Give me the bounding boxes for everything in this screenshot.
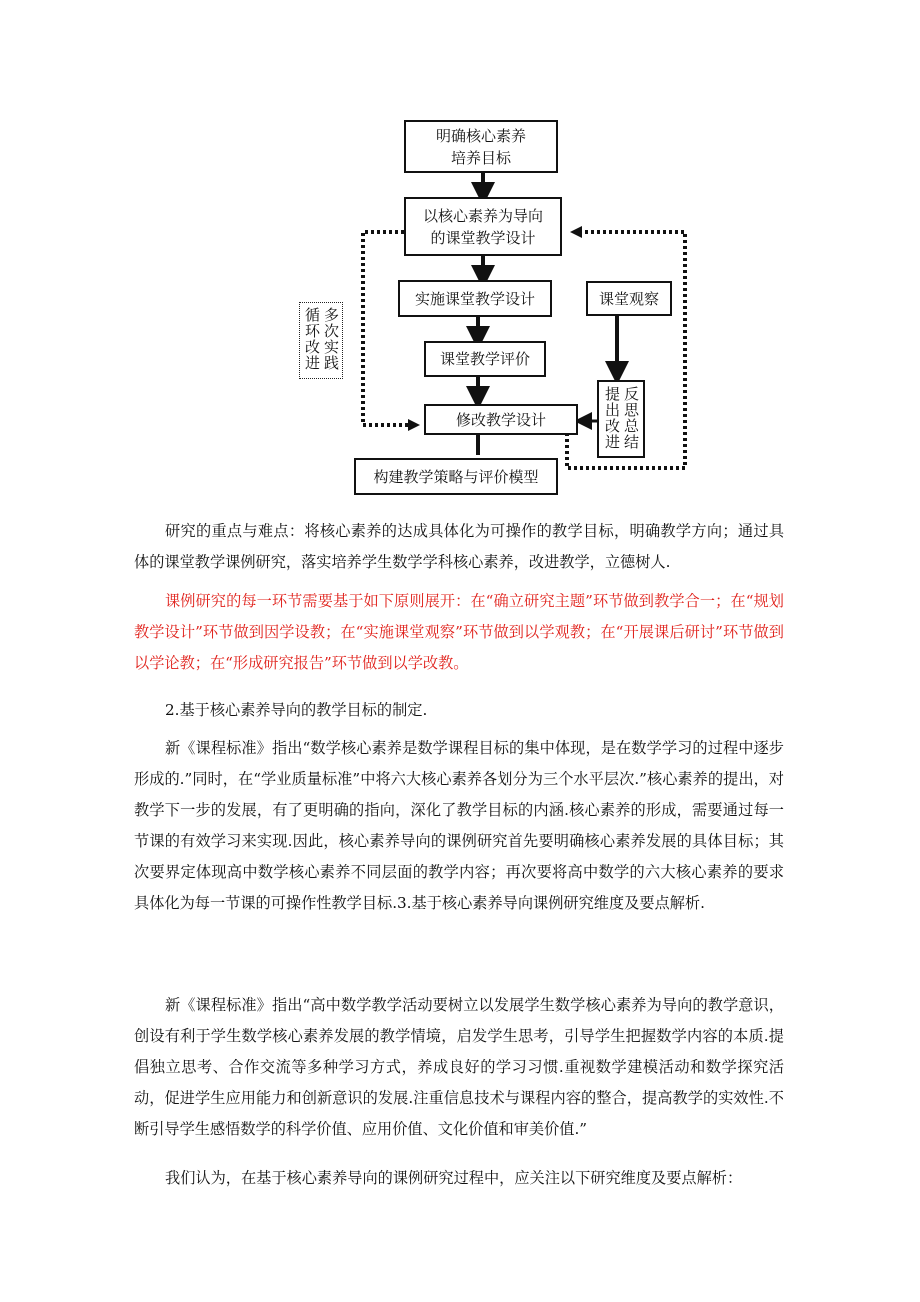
box-revise: 修改教学设计 bbox=[424, 404, 578, 435]
side-label-practice: 多次实践 bbox=[322, 307, 340, 371]
box-define-goals: 明确核心素养 培养目标 bbox=[404, 120, 558, 173]
box-observe: 课堂观察 bbox=[586, 281, 672, 316]
paragraph-focus-difficulty: 研究的重点与难点：将核心素养的达成具体化为可操作的教学目标，明确教学方向；通过具体的课堂教学课例研究，落实培养学生数学学科核心素养，改进教学，立德树人. bbox=[134, 522, 784, 571]
side-label-reflect-group bbox=[597, 380, 645, 458]
side-label-propose: 提出改进 bbox=[603, 386, 621, 450]
box-implement: 实施课堂教学设计 bbox=[398, 280, 552, 317]
dotted-loop-left bbox=[363, 232, 408, 425]
paragraph-principles: 课例研究的每一环节需要基于如下原则展开：在“确立研究主题”环节做到教学合一；在“规划教学设计”环节做到因学设教；在“实施课堂观察”环节做到以学观教；在“开展课后研讨”环节做到以学论教；在“形成研究报告”环节做到以学改教。 bbox=[134, 592, 784, 672]
paragraph-section-2-heading: 2.基于核心素养导向的教学目标的制定. bbox=[165, 701, 428, 719]
side-label-reflect: 反思总结 bbox=[622, 386, 640, 450]
paragraph-our-view: 我们认为，在基于核心素养导向的课例研究过程中，应关注以下研究维度及要点解析： bbox=[165, 1169, 743, 1187]
flowchart-connectors bbox=[0, 0, 920, 520]
box-design: 以核心素养为导向 的课堂教学设计 bbox=[404, 197, 562, 256]
side-label-cycle: 循环改进 bbox=[303, 307, 321, 371]
side-label-cycle-group bbox=[299, 302, 343, 379]
box-evaluate: 课堂教学评价 bbox=[424, 341, 546, 377]
paragraph-curriculum-standard-2: 新《课程标准》指出“高中数学教学活动要树立以发展学生数学核心素养为导向的教学意识，创设有利于学生数学核心素养发展的教学情境，启发学生思考，引导学生把握数学内容的本质.提倡独立思考、合作交流等多种学习方式，养成良好的学习习惯.重视数学建模活动和数学探究活动，促进学生应用能力和创新意识的发展.注重信息技术与课程内容的整合，提高教学的实效性.不断引导学生感悟数学的科学价值、应用价值、文化价值和审美价值.” bbox=[134, 996, 784, 1138]
box-build-model: 构建教学策略与评价模型 bbox=[354, 458, 558, 495]
paragraph-curriculum-standard-1: 新《课程标准》指出“数学核心素养是数学课程目标的集中体现，是在数学学习的过程中逐步形成的.”同时，在“学业质量标准”中将六大核心素养各划分为三个水平层次.”核心素养的提出，对教学下一步的发展，有了更明确的指向，深化了教学目标的内涵.核心素养的形成，需要通过每一节课的有效学习来实现.因此，核心素养导向的课例研究首先要明确核心素养发展的具体目标；其次要界定体现高中数学核心素养不同层面的教学内容；再次要将高中数学的六大核心素养的要求具体化为每一节课的可操作性教学目标.3.基于核心素养导向课例研究维度及要点解析. bbox=[134, 739, 784, 912]
